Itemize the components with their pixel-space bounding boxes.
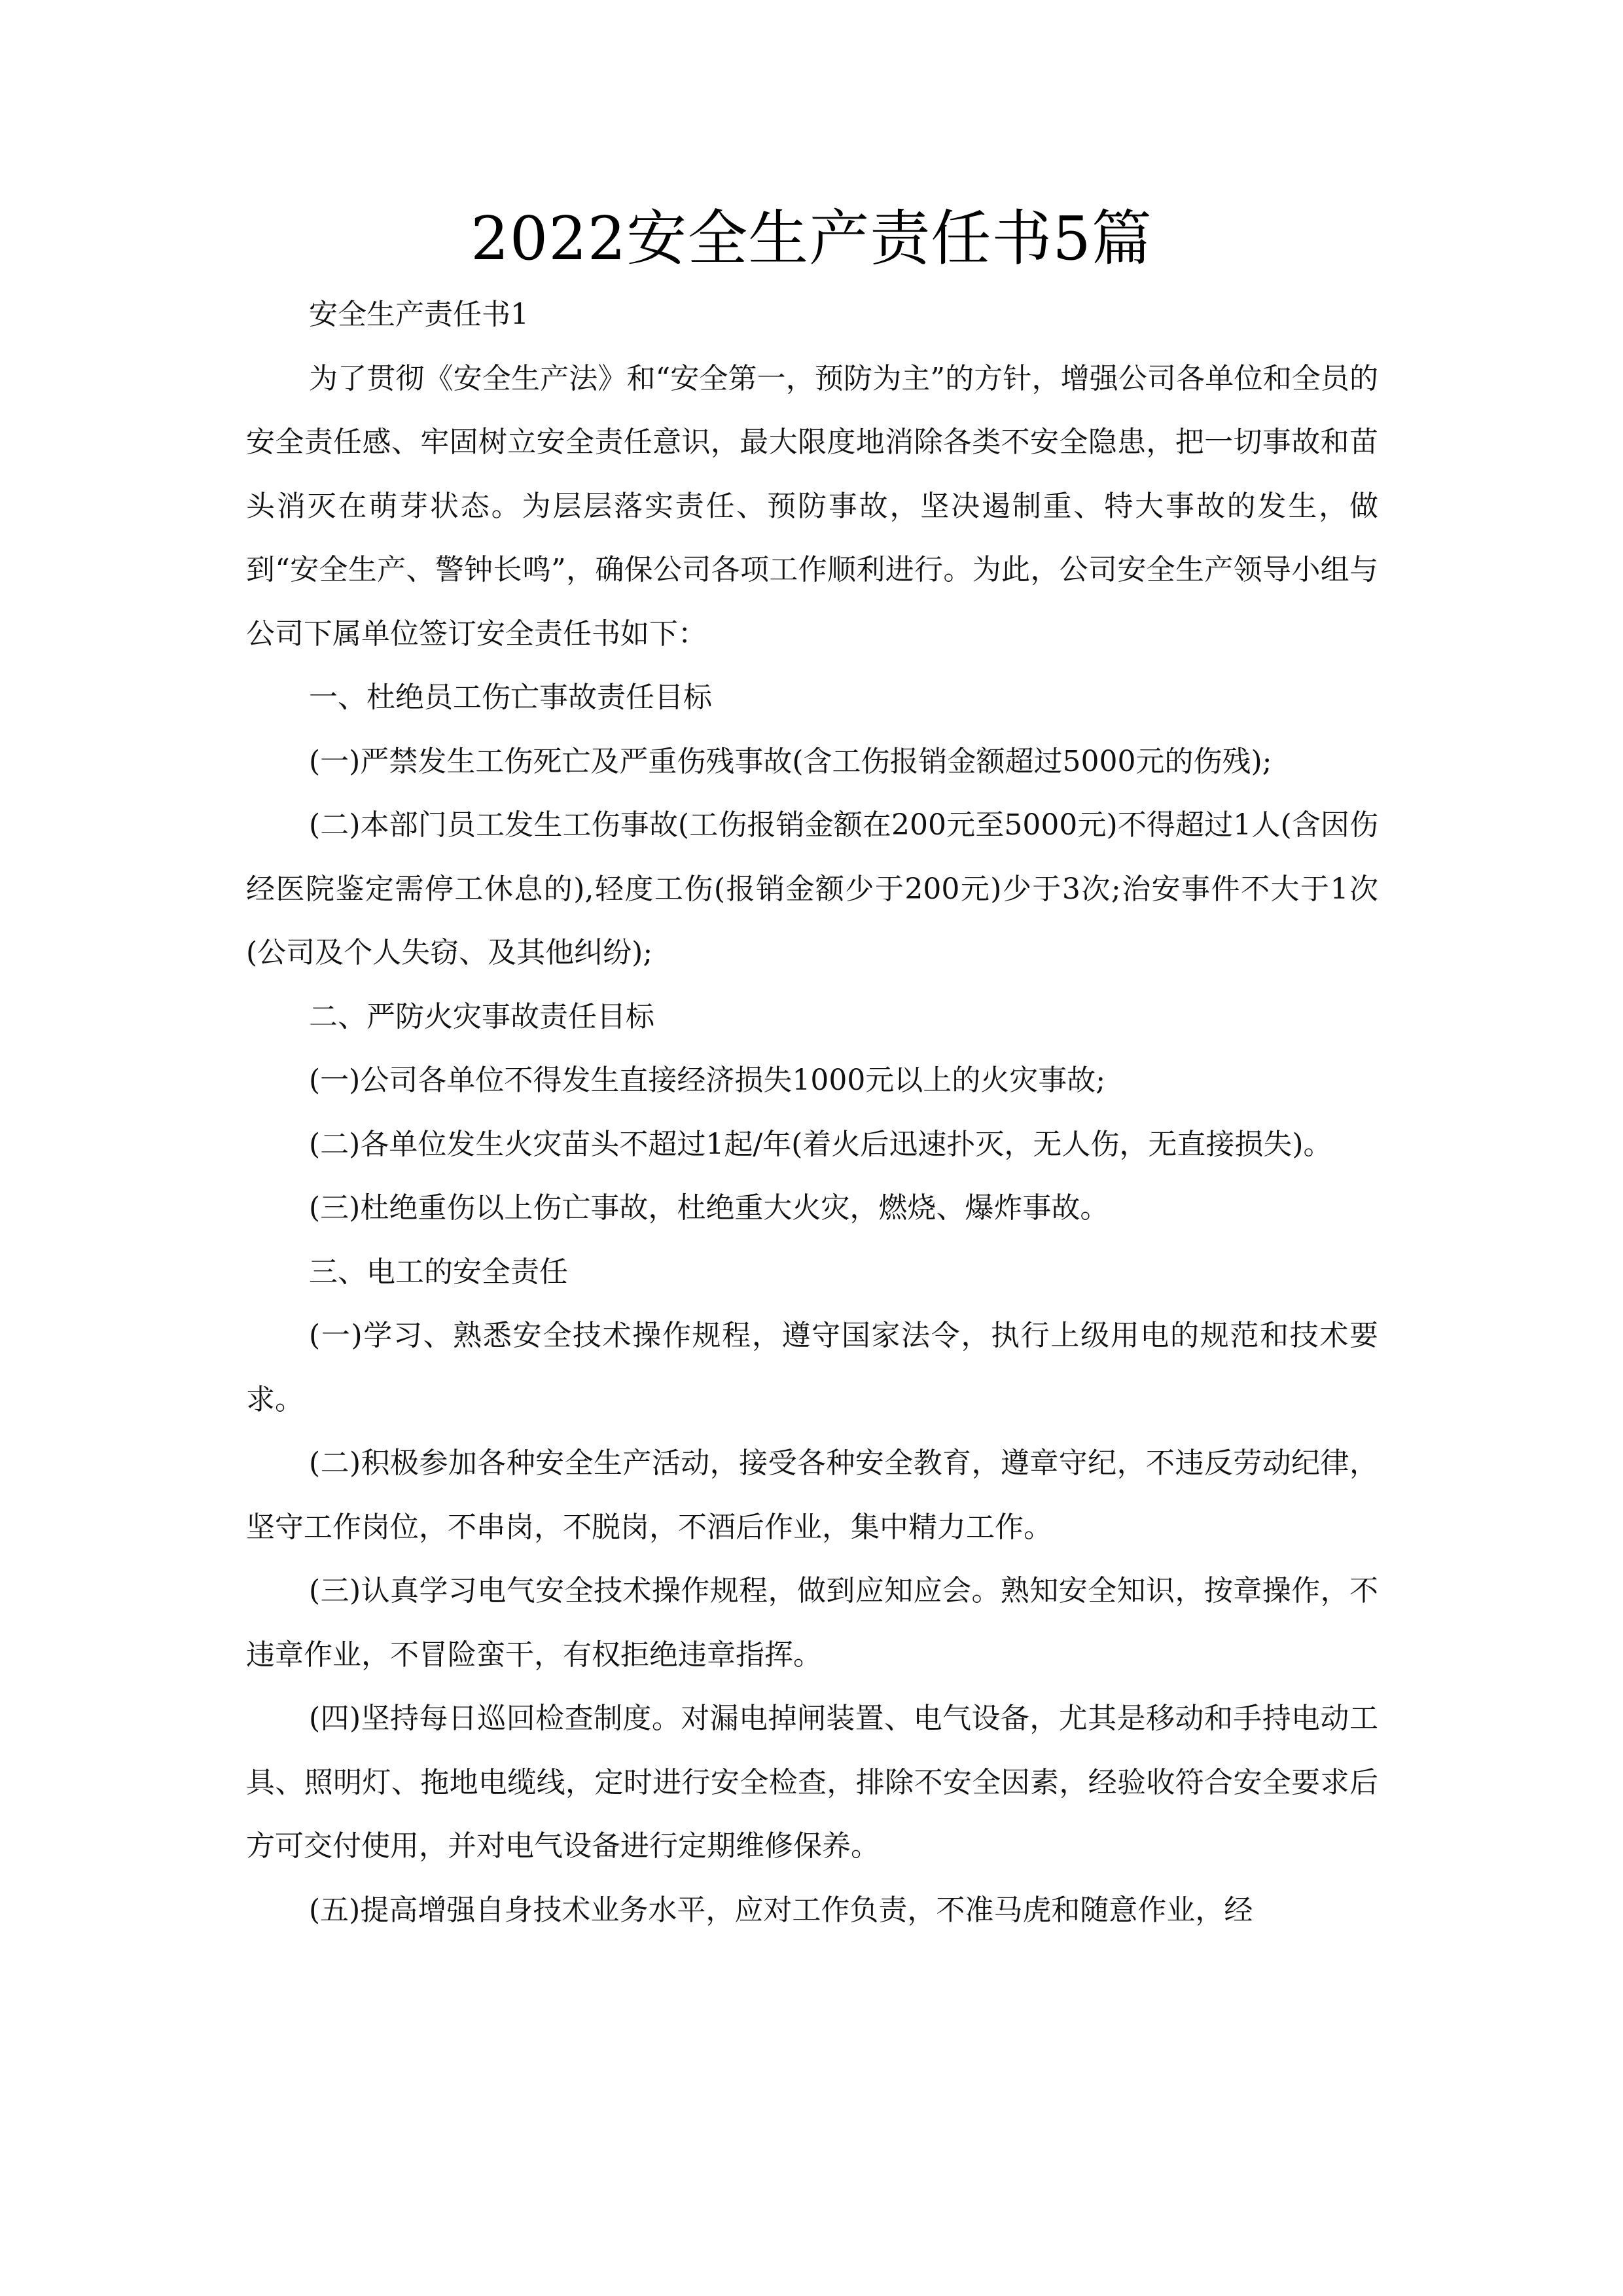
clause-paragraph: (二)本部门员工发生工伤事故(工伤报销金额在200元至5000元)不得超过1人(含因伤经医院鉴定需停工休息的),轻度工伤(报销金额少于200元)少于3次;治安事件不大于1次(公司及个人失窃、及其他纠纷); <box>246 808 1378 969</box>
section-heading: 一、杜绝员工伤亡事故责任目标 <box>309 681 712 714</box>
clause-paragraph: (四)坚持每日巡回检查制度。对漏电掉闸装置、电气设备，尤其是移动和手持电动工具、照明灯、拖地电缆线，定时进行安全检查，排除不安全因素，经验收符合安全要求后方可交付使用，并对电气设备进行定期维修保养。 <box>246 1702 1378 1863</box>
section-heading: 二、严防火灾事故责任目标 <box>309 999 654 1033</box>
clause-paragraph: (三)认真学习电气安全技术操作规程，做到应知应会。熟知安全知识，按章操作，不违章作业，不冒险蛮干，有权拒绝违章指挥。 <box>246 1574 1378 1672</box>
clause-paragraph: (一)学习、熟悉安全技术操作规程，遵守国家法令，执行上级用电的规范和技术要求。 <box>246 1319 1378 1416</box>
clause-paragraph: (五)提高增强自身技术业务水平，应对工作负责，不准马虎和随意作业，经 <box>309 1893 1253 1927</box>
clause-paragraph: (二)各单位发生火灾苗头不超过1起/年(着火后迅速扑灭，无人伤，无直接损失)。 <box>309 1127 1332 1161</box>
clause-paragraph: (三)杜绝重伤以上伤亡事故，杜绝重大火灾，燃烧、爆炸事故。 <box>309 1191 1109 1225</box>
intro-paragraph: 为了贯彻《安全生产法》和“安全第一，预防为主”的方针，增强公司各单位和全员的安全责任感、牢固树立安全责任意识，最大限度地消除各类不安全隐患，把一切事故和苗头消灭在萌芽状态。为层层落实责任、预防事故，坚决遏制重、特大事故的发生，做到“安全生产、警钟长鸣”，确保公司各项工作顺利进行。为此，公司安全生产领导小组与公司下属单位签订安全责任书如下： <box>246 361 1378 651</box>
section-heading: 三、电工的安全责任 <box>309 1255 568 1289</box>
document-body <box>246 283 1378 1942</box>
clause-paragraph: (一)公司各单位不得发生直接经济损失1000元以上的火灾事故; <box>309 1064 1106 1097</box>
section-heading: 安全生产责任书1 <box>309 298 529 331</box>
document-title: 2022安全生产责任书5篇 <box>471 204 1152 274</box>
clause-paragraph: (一)严禁发生工伤死亡及严重伤残事故(含工伤报销金额超过5000元的伤残); <box>309 744 1272 778</box>
clause-paragraph: (二)积极参加各种安全生产活动，接受各种安全教育，遵章守纪，不违反劳动纪律，坚守工作岗位，不串岗，不脱岗，不酒后作业，集中精力工作。 <box>246 1446 1378 1544</box>
